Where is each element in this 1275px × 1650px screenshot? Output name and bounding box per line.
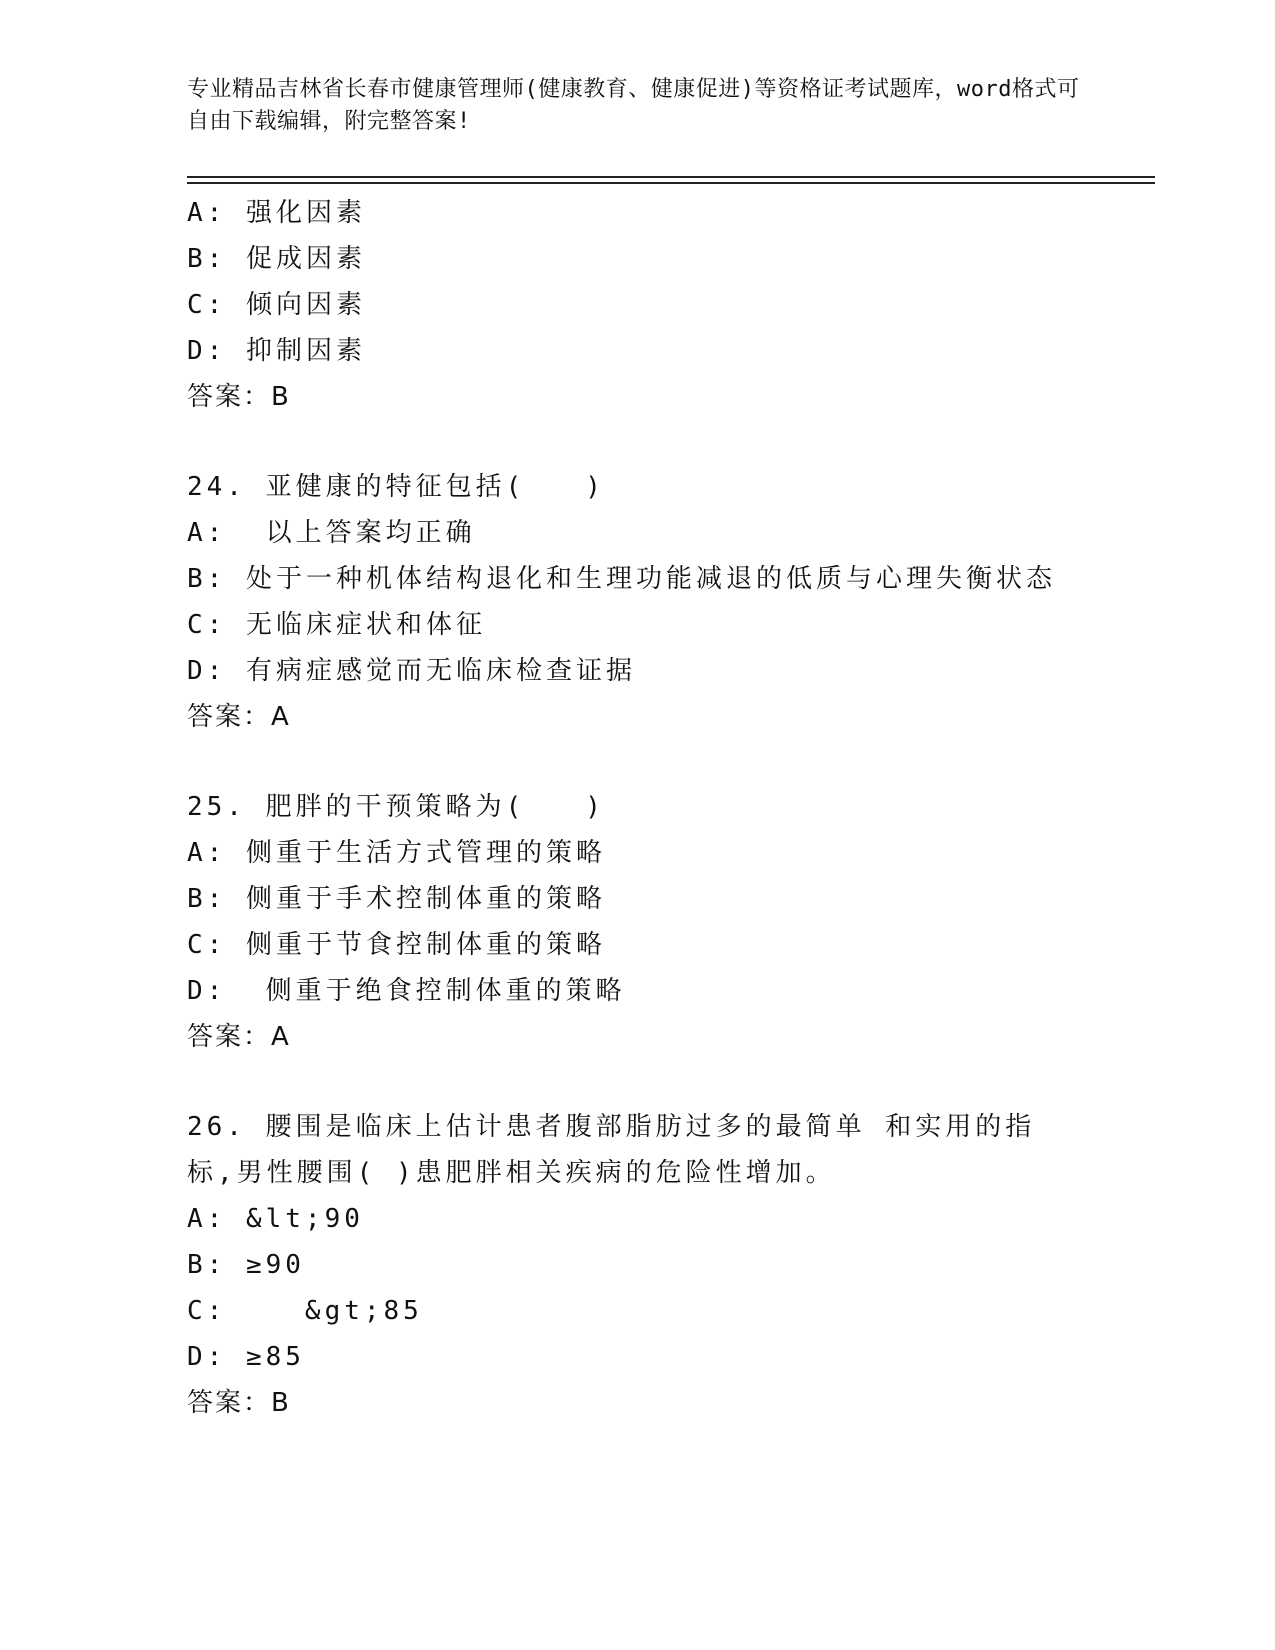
header-rule-bottom xyxy=(187,182,1155,184)
option-c: C: 无临床症状和体征 xyxy=(187,610,486,640)
option-c: C: 侧重于节食控制体重的策略 xyxy=(187,930,606,960)
spacer xyxy=(187,1060,1155,1104)
option-c: C: 倾向因素 xyxy=(187,290,366,320)
option-a: A: &lt;90 xyxy=(187,1204,364,1234)
option-a: A: 以上答案均正确 xyxy=(187,518,476,548)
question-24 xyxy=(187,464,1155,740)
question-stem: 26. 腰围是临床上估计患者腹部脂肪过多的最简单 和实用的指标,男性腰围( )患肥胖相关疾病的危险性增加。 xyxy=(187,1112,1036,1188)
option-a: A: 强化因素 xyxy=(187,198,366,228)
answer: 答案：A xyxy=(187,1022,291,1052)
question-26 xyxy=(187,1104,1155,1426)
option-b: B: 处于一种机体结构退化和生理功能减退的低质与心理失衡状态 xyxy=(187,564,1056,594)
document-intro: 专业精品吉林省长春市健康管理师(健康教育、健康促进)等资格证考试题库，word格式可自由下载编辑，附完整答案! xyxy=(187,77,1080,134)
question-25 xyxy=(187,784,1155,1060)
answer: 答案：A xyxy=(187,702,291,732)
spacer xyxy=(187,740,1155,784)
answer: 答案：B xyxy=(187,1388,291,1418)
question-list xyxy=(187,190,1155,1426)
option-d: D: ≥85 xyxy=(187,1342,305,1372)
option-a: A: 侧重于生活方式管理的策略 xyxy=(187,838,606,868)
option-c: C: &gt;85 xyxy=(187,1296,423,1326)
question-stem: 25. 肥胖的干预策略为( ) xyxy=(187,792,605,822)
option-b: B: 促成因素 xyxy=(187,244,366,274)
answer: 答案：B xyxy=(187,382,291,412)
spacer xyxy=(187,420,1155,464)
option-d: D: 有病症感觉而无临床检查证据 xyxy=(187,656,636,686)
option-d: D: 侧重于绝食控制体重的策略 xyxy=(187,976,626,1006)
header-rule-top xyxy=(187,176,1155,178)
option-d: D: 抑制因素 xyxy=(187,336,366,366)
question-stem: 24. 亚健康的特征包括( ) xyxy=(187,472,605,502)
question-23 xyxy=(187,190,1155,420)
option-b: B: ≥90 xyxy=(187,1250,305,1280)
option-b: B: 侧重于手术控制体重的策略 xyxy=(187,884,606,914)
